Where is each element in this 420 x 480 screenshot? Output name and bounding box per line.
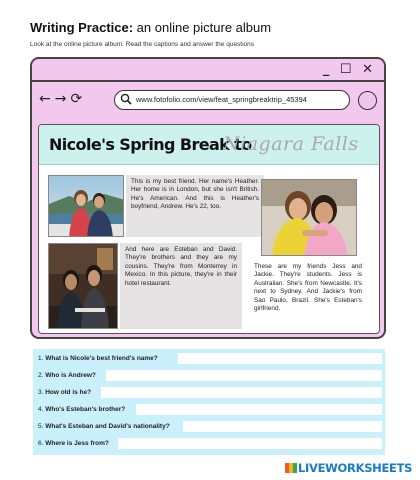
photo-heather-andrew bbox=[48, 175, 124, 237]
questions-panel bbox=[33, 349, 385, 455]
logo-text: LIVEWORKSHEETS bbox=[298, 461, 413, 475]
answer-field-1[interactable] bbox=[178, 353, 382, 364]
answer-field-2[interactable] bbox=[106, 370, 382, 381]
question-text: Who's Esteban's brother? bbox=[45, 406, 126, 413]
album-title: Nicole's Spring Break to bbox=[49, 135, 252, 154]
question-4 bbox=[38, 406, 125, 413]
forward-arrow-icon[interactable]: → bbox=[54, 91, 67, 107]
question-number: 3. bbox=[38, 389, 44, 396]
window-controls bbox=[323, 62, 376, 77]
photo-esteban-david-image bbox=[49, 244, 118, 329]
answer-field-3[interactable] bbox=[101, 387, 382, 398]
question-6 bbox=[38, 440, 109, 447]
answer-field-4[interactable] bbox=[136, 404, 382, 415]
question-text: How old is he? bbox=[45, 389, 92, 396]
photo-heather-andrew-image bbox=[49, 176, 124, 237]
question-2 bbox=[38, 372, 96, 379]
caption-jess: These are my friends Jess and Jackie. They're students. Jess is Australian. She's from Newcastle. It's next to Sydney. And Jackie's from Sao Paulo, Brazil. She's Esteban's girlfriend. bbox=[249, 260, 367, 330]
question-text: Where is Jess from? bbox=[45, 440, 109, 447]
title-bar bbox=[32, 59, 384, 82]
refresh-icon[interactable]: ⟳ bbox=[70, 91, 83, 107]
caption-heather: This is my best friend. Her name's Heather. Her home is in London, but she isn't British. He's American. And this is Heather's boyfriend, Andrew. He's 22, too. bbox=[126, 175, 264, 237]
heading-rest: an online picture album bbox=[133, 20, 272, 35]
album-page bbox=[38, 124, 380, 334]
minimize-icon[interactable]: _ bbox=[322, 62, 333, 77]
question-number: 2. bbox=[38, 372, 44, 379]
back-arrow-icon[interactable]: ← bbox=[39, 91, 51, 107]
answer-field-6[interactable] bbox=[118, 438, 382, 449]
album-banner bbox=[39, 125, 379, 165]
instructions-text: Look at the online picture album. Read the captions and answer the questions bbox=[30, 41, 255, 48]
maximize-icon[interactable]: ☐ bbox=[339, 62, 355, 77]
search-icon bbox=[120, 93, 132, 105]
page-heading bbox=[30, 20, 271, 35]
heading-bold: Writing Practice: bbox=[30, 20, 134, 35]
photo-esteban-david bbox=[48, 243, 118, 329]
address-bar[interactable] bbox=[114, 90, 350, 110]
question-5 bbox=[38, 423, 170, 430]
question-number: 1. bbox=[38, 355, 44, 362]
question-text: What is Nicole's best friend's name? bbox=[45, 355, 158, 362]
liveworksheets-logo[interactable] bbox=[285, 461, 412, 475]
question-number: 4. bbox=[38, 406, 44, 413]
close-icon[interactable]: ✕ bbox=[362, 62, 376, 77]
navigation-bar bbox=[32, 84, 384, 117]
question-1 bbox=[38, 355, 158, 362]
browser-window bbox=[30, 57, 386, 339]
photo-jess-jackie bbox=[261, 179, 357, 256]
profile-circle-icon[interactable] bbox=[358, 91, 377, 110]
nav-buttons bbox=[39, 91, 86, 107]
question-number: 6. bbox=[38, 440, 44, 447]
album-title-script: Niagara Falls bbox=[223, 133, 359, 155]
question-3 bbox=[38, 389, 91, 396]
url-text: www.fotofolio.com/view/feat_springbreaktrip_45394 bbox=[136, 95, 307, 104]
question-text: What's Esteban and David's nationality? bbox=[45, 423, 170, 430]
caption-esteban: And here are Esteban and David. They're brothers and they are my cousins. They're from Monterrey in Mexico. In this picture, they're in their hotel restaurant. bbox=[120, 243, 242, 329]
answer-field-5[interactable] bbox=[183, 421, 382, 432]
photo-jess-jackie-image bbox=[262, 180, 357, 256]
question-number: 5. bbox=[38, 423, 44, 430]
question-text: Who is Andrew? bbox=[45, 372, 96, 379]
liveworksheets-logo-icon bbox=[285, 462, 297, 474]
